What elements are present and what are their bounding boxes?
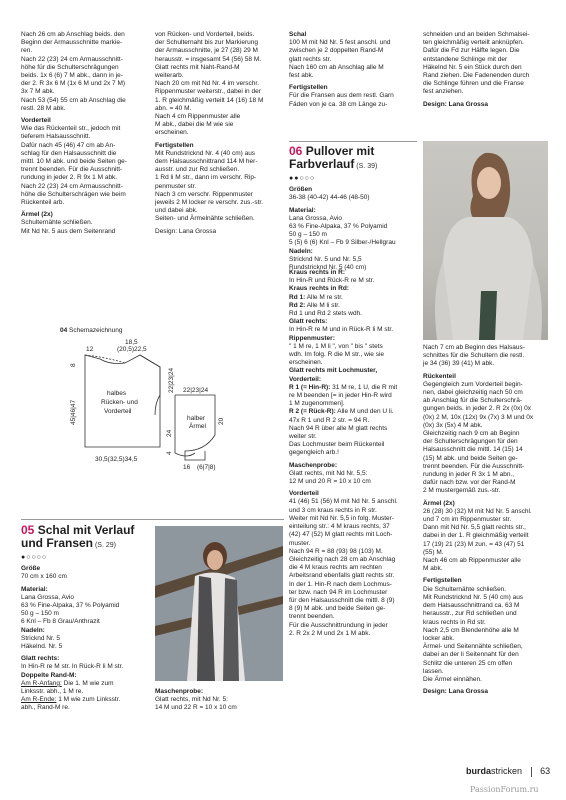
text-line: R 2 (= Rück-R): Alle M und den U li.	[289, 408, 394, 416]
text-line: ter bzw. nach 94 R im Lochmuster	[289, 588, 388, 596]
groessen-heading: Größen	[289, 186, 313, 194]
glatt-text: In Hin-R re M str. In Rück-R li M str.	[21, 663, 124, 671]
text-line: Nach 46 cm ab Rippenmuster alle	[423, 557, 521, 565]
inline-label: Rd 1:	[289, 293, 306, 301]
text-line: Rd 1: Alle M re str.	[289, 293, 343, 301]
text-line: dem Halsausschnittrand ca. 63 M	[423, 602, 520, 610]
text-line: trennt beenden. Für die Ausschnitt-	[21, 166, 123, 174]
text-line: dafür nach bzw. vor der Rand-M	[423, 479, 516, 487]
text-line: In Hin-R und Rück-R re M str.	[289, 277, 375, 285]
text-line: muster.	[289, 539, 311, 547]
text-line: Lana Grossa, Avio	[21, 593, 74, 601]
end-line-2: abh., Rand-M re.	[21, 704, 70, 712]
maschenprobe-line-1: Glatt rechts, mit Nd Nr. 5:	[155, 696, 228, 704]
text-line: re M beenden [= in jeder Hin-R wird	[289, 392, 392, 400]
text-line: Nach 26 cm ab Anschlag beids. den	[21, 31, 125, 38]
dim-bottom-305: 30,5(32,5)34,5	[95, 456, 138, 463]
subheading: Vorderteil	[289, 490, 319, 498]
column-2	[155, 31, 283, 236]
dim-right-222324: 22|23|24	[168, 367, 175, 393]
divider	[289, 141, 417, 142]
text-line: 100 M mit Nd Nr. 5 fest anschl. und	[289, 39, 391, 47]
text-line: beids. 1x 6 (6) 7 M abk., dann in je-	[21, 72, 123, 80]
text-line: nen, dabei gleichzeitig nach 50 cm	[423, 389, 523, 397]
text-line: dabei an der li Seitennaht für den	[423, 651, 519, 659]
subheading: Rückenteil	[423, 372, 456, 380]
aermel-heading: Ärmel (2x)	[21, 211, 53, 219]
subheading: Glatt rechts mit Lochmuster,	[289, 367, 378, 375]
glatt-heading: Glatt rechts:	[21, 655, 60, 663]
text-line: Schulternähte schließen.	[21, 219, 93, 227]
inline-label: R 1 (= Hin-R):	[289, 383, 331, 391]
text-line: schnittes für die Schultern die restl.	[423, 352, 525, 360]
text-line: 63 % Fine-Alpaka, 37 % Polyamid	[21, 602, 120, 610]
text-line: 1 M zugenommen].	[289, 400, 345, 408]
text-line: Ärmel- und Seitennähte schließen,	[423, 643, 523, 651]
text-line: Für die Fransen aus dem restl. Garn	[289, 92, 394, 100]
text-line: 26 (28) 30 (32) M mit Nd Nr. 5 anschl.	[423, 507, 532, 515]
text-line: (0x) 2 M, 10x (12x) 9x (7x) 3 M und 0x	[423, 413, 534, 421]
maschenprobe-line-2: 14 M und 22 R = 10 x 10 cm	[155, 704, 237, 712]
text-line: 1 Rd li M str., dann im verschr. Rip-	[155, 174, 257, 182]
pullover-illustration	[423, 141, 548, 340]
text-line: Nach 22 (23) 24 cm Armausschnitt-	[21, 55, 123, 63]
schal-illustration	[155, 526, 283, 681]
text-line: Die Schulternähte schließen.	[423, 585, 507, 593]
fertigstellen-text	[155, 150, 283, 224]
section-number: 06	[289, 144, 303, 158]
text-line: Wie das Rückenteil str., jedoch mit	[21, 125, 121, 133]
text-line: 2. R 2x 2 M und 2x 1 M abk.	[289, 629, 371, 637]
subheading: Fertigstellen	[423, 577, 462, 585]
text-line: 8 (9) M abk. und beide Seiten ge-	[289, 605, 386, 613]
text-line: 17 (19) 21 (23) M zun. = 43 (47) 51	[423, 540, 525, 548]
text-line: Nach 4 cm Rippenmuster alle	[155, 113, 241, 121]
text-line: ausstr. und zur Rd schließen.	[155, 166, 240, 174]
rueckenteil-text	[21, 31, 149, 113]
text-line: und 3 cm kraus rechts in R str.	[289, 506, 377, 514]
text-line: die Schlinge führen und die Franse	[423, 80, 524, 88]
vorderteil-heading: Vorderteil	[21, 117, 51, 125]
schema-number: 04	[60, 327, 68, 334]
vorderteil-text	[21, 125, 149, 207]
aermel-continued-text	[155, 31, 283, 138]
anf-text: Die 1. M wie zum	[61, 679, 114, 687]
text-line: 2 M mustergemäß zus.-str.	[423, 487, 501, 495]
maschenprobe-heading: Maschenprobe:	[155, 688, 204, 695]
footer	[466, 766, 550, 777]
text-line: " 1 M re, 1 M li ", von " bis " stets	[289, 342, 383, 350]
text-line: Nach 20 cm mit Nd Nr. 4 im verschr.	[155, 80, 260, 88]
groesse-heading: Größe	[21, 565, 41, 573]
text-line: erscheinen.	[155, 129, 189, 137]
text-line: Glatt rechts mit Naht-Rand-M	[155, 63, 240, 71]
text-line: schlag für den Halsausschnitt die	[21, 149, 117, 157]
text-line: 50 g – 150 m	[21, 610, 59, 618]
inline-label: Rd 2:	[289, 301, 306, 309]
subheading: Ärmel (2x)	[423, 499, 455, 507]
text-line: Schlitz die unteren 25 cm offen	[423, 659, 513, 667]
text-line: höhe die Schulterschrägen wie beim	[21, 190, 126, 198]
text-line: Rippenmuster weiterstr., dabei in der	[155, 88, 261, 96]
text-line: 12 M und 20 R = 10 x 10 cm	[289, 478, 371, 486]
text-line: Mit Rundstricknd Nr. 4 (40 cm) aus	[155, 149, 256, 157]
section-number: 05	[21, 523, 35, 537]
text-line: Rand ziehen. Die Fadenenden durch	[423, 72, 530, 80]
text-line: 63 % Fine-Alpaka, 37 % Polyamid	[289, 223, 388, 231]
text-line: mittl. 10 M abk. und beide Seiten ge-	[21, 158, 127, 166]
brand-a: burda	[466, 766, 492, 776]
text-line: Arbeitsrand ebenfalls glatt rechts str.	[289, 572, 395, 580]
text-line: fest anziehen.	[423, 88, 464, 96]
brand-b: stricken	[491, 766, 523, 776]
text-line: 50 g – 150 m	[289, 231, 327, 239]
material-text	[289, 215, 417, 248]
page-ref: (S. 39)	[354, 163, 378, 170]
title-part: Schal mit Verlauf	[34, 523, 135, 537]
text-line: Dann mit Nd Nr. 5,5 glatt rechts str.,	[423, 524, 526, 532]
sleeve-24: 24	[166, 429, 173, 437]
text-line: die 4 M kraus rechts am rechten	[289, 564, 382, 572]
text-line: Nach 2,5 cm Blendenhöhe alle M	[423, 626, 519, 634]
text-line: Häkelnd Nr. 5 ein Stück durch den	[423, 63, 522, 71]
text-line: trennt beenden. Für die Ausschnitt-	[423, 462, 525, 470]
inline-label: R 2 (= Rück-R):	[289, 408, 336, 416]
text-line: kraus rechts in Rd str.	[423, 618, 486, 626]
text-line: penmuster str.	[155, 182, 197, 190]
page-number: 63	[540, 766, 551, 776]
dim-top-12: 12	[86, 346, 94, 353]
subheading: Vorderteil:	[289, 375, 322, 383]
subheading: Kraus rechts in R:	[289, 269, 345, 276]
text-line: der Armausschnitte, je 27 (28) 29 M	[155, 47, 258, 55]
schal-photo	[155, 526, 283, 681]
dim-left-45: 45|46|47	[70, 399, 77, 425]
text-line: und dabei abk.	[155, 207, 198, 215]
sleeve-bottom-678: (6|7|8)	[197, 464, 216, 471]
text-line: Häkelnd. Nr. 5	[21, 643, 63, 651]
column-3-top	[289, 31, 417, 109]
text-line: Nach 22 (23) 24 cm Armausschnitt-	[21, 182, 123, 190]
title-part: Pullover mit	[302, 144, 375, 158]
text-line: Für die Ausschnittrundung in jeder	[289, 621, 388, 629]
material-text	[21, 594, 149, 627]
text-line: (0x) 3x (5x) 4 M abk.	[423, 421, 483, 429]
text-line: Seiten- und Ärmelnähte schließen.	[155, 215, 255, 223]
sleeve-label-1: halber	[187, 415, 206, 422]
sleeve-label-2: Ärmel	[189, 423, 206, 430]
text-line: dabei in der 1. R gleichmäßig verteilt	[423, 532, 529, 540]
text-line: gegengleich arb.!	[289, 449, 339, 457]
text-line: locker abk.	[423, 634, 455, 642]
text-line: ren.	[21, 47, 33, 55]
dim-top-205: (20,5)22,5	[117, 346, 147, 353]
schema-label: Schemazeichnung	[67, 327, 123, 334]
text-line: tieferem Halsausschnitt.	[21, 133, 91, 141]
text-line: Halsausschnitt die mittl. 14 (15) 14	[423, 446, 523, 454]
text-line: wdh. Im folg. R die M str., wie sie	[289, 351, 385, 359]
text-line: restl. 28 M abk.	[21, 104, 66, 112]
groesse-value: 70 cm x 160 cm	[21, 573, 67, 581]
text-line: jeweils 2 M locker re verschr. zus.-str.	[155, 199, 263, 207]
text-line: weiterarb.	[155, 72, 184, 80]
text-line: Nach 53 (54) 55 cm ab Anschlag die	[21, 96, 126, 104]
column-4-main	[423, 344, 551, 696]
text-line: zwischen je 2 doppelten Rand-M	[289, 47, 384, 55]
title-part: und Fransen	[21, 536, 94, 550]
text-line: ab Anschlag für die Schulterschrä-	[423, 397, 522, 405]
column-3-main	[289, 269, 419, 638]
aermel-text	[21, 219, 149, 235]
text-line: Nach 7 cm ab Beginn des Halsaus-	[423, 344, 525, 351]
text-line: 41 (46) 51 (56) M mit Nd Nr. 5 anschl.	[289, 498, 398, 506]
text-line: trennt beenden.	[289, 613, 335, 621]
subheading: Rippenmuster:	[289, 334, 335, 342]
text-line: herausstr., zur Rd schließen und	[423, 610, 517, 618]
text-line: (42) 47 (52) M glatt rechts mit Loch-	[289, 531, 393, 539]
text-line: der Schulternaht bis zur Markierung	[155, 39, 258, 47]
subheading: Glatt rechts:	[289, 318, 328, 326]
text-line: entstandene Schlinge mit der	[423, 55, 508, 63]
column-4-top	[423, 31, 551, 109]
text-line: 47x R 1 und R 2 str. = 94 R.	[289, 416, 370, 424]
text-line: In Hin-R re M und in Rück-R li M str.	[289, 326, 394, 334]
anf-line-2: Linksstr. abh., 1 M re.	[21, 688, 84, 696]
text-line: In der 1. Hin-R nach dem Lochmus-	[289, 580, 392, 588]
text-line: Gegengleich zum Vorderteil begin-	[423, 380, 523, 388]
text-line: Rundstricknd Nr. 5 (40 cm)	[289, 264, 367, 272]
text-line: schneiden und an beiden Schmalsei-	[423, 31, 530, 38]
end-text: 1 M wie zum Linksstr.	[56, 696, 121, 704]
text-line: Stricknd Nr. 5	[21, 634, 61, 642]
text-line: glatt rechts str.	[289, 55, 332, 63]
text-line: Nach 160 cm ab Anschlag alle M	[289, 63, 384, 71]
pullover-title	[289, 145, 417, 173]
text-line: 3x 7 M abk.	[21, 88, 55, 96]
schal-maschenprobe	[155, 688, 283, 713]
doppelte-heading: Doppelte Rand-M:	[21, 671, 77, 679]
watermark: PassionForum.ru	[470, 785, 539, 794]
schematic-drawing	[55, 335, 285, 520]
schema-title	[60, 327, 123, 334]
text-line: abn. = 40 M.	[155, 104, 192, 112]
anf-label: Am R-Anfang:	[21, 679, 62, 687]
text-line: rundung in jeder 2. R 9x 1 M abk.	[21, 174, 118, 182]
sleeve-20: 20	[218, 417, 225, 425]
text-line: Gleichzeitig nach 28 cm ab Anschlag	[289, 555, 396, 563]
text-line: Stricknd Nr. 5 und Nr. 5,5	[289, 255, 362, 263]
design-credit-2: Design: Lana Grossa	[423, 100, 489, 108]
end-line-1	[21, 696, 149, 704]
text-line: der 2. R 3x 6 M (1x 6 M und 2x 7 M)	[21, 80, 126, 88]
nadeln-heading: Nadeln:	[21, 626, 45, 634]
schal-fertigstellen-text	[289, 92, 417, 108]
column-1	[21, 31, 149, 236]
subheading: Design: Lana Grossa	[423, 688, 489, 696]
dim-top-185: 18,5	[125, 339, 138, 346]
text-line: Weiter mit Nd Nr. 5,5 in folg. Muster-	[289, 514, 394, 522]
text-line: Dafür nach 45 (46) 47 cm ab An-	[21, 141, 116, 149]
text-line: M abk., dabei die M wie sie	[155, 121, 234, 129]
sleeve-top: 22|23|24	[183, 387, 209, 394]
sleeve-bottom-16: 16	[183, 464, 191, 471]
anf-line-1	[21, 680, 149, 688]
material-heading: Material:	[289, 206, 316, 214]
schal-text	[289, 39, 417, 80]
text-line: (55) M.	[423, 548, 444, 556]
text-line: herausstr. = insgesamt 54 (56) 58 M.	[155, 55, 262, 63]
text-line: weiter str.	[289, 433, 317, 441]
text-line: 6 Knl – Fb 8 Grau/Anthrazit	[21, 618, 100, 626]
text-line: M abk.	[423, 565, 443, 573]
groessen-value: 36-38 (40-42) 44-46 (48-50)	[289, 194, 370, 202]
body-label-1: halbes	[107, 390, 127, 397]
schal-title	[21, 524, 149, 552]
text-line: Mit Rundstricknd Nr. 5 (40 cm) aus	[423, 593, 524, 601]
material-heading: Material:	[21, 585, 48, 593]
schal-section	[21, 524, 149, 713]
sleeve-4: 4	[166, 451, 173, 455]
text-line: Rd 1 und Rd 2 stets wdh.	[289, 310, 362, 318]
text-line: Nach 94 R über alle M glatt rechts	[289, 424, 388, 432]
nadeln-heading: Nadeln:	[289, 247, 313, 255]
text-line: (15) M abk. und beide Seiten ge-	[423, 454, 518, 462]
text-line: rundung in jeder R 3x 1 M abn.,	[423, 471, 515, 479]
schal-heading: Schal	[289, 31, 307, 38]
page-ref: (S. 29)	[93, 542, 116, 549]
text-line: Nach 94 R = 88 (93) 98 (103) M.	[289, 547, 383, 555]
pullover-photo	[423, 141, 548, 340]
design-credit: Design: Lana Grossa	[155, 227, 217, 235]
text-line: Mit Nd Nr. 5 aus dem Seitenrand	[21, 227, 116, 235]
text-line: ten gleichmäßig verteilt anknüpfen.	[423, 39, 524, 47]
text-line: 5 (5) 6 (6) Knl – Fb 9 Silber-/Hellgrau	[289, 239, 396, 247]
schal-fertigstellen-heading: Fertigstellen	[289, 84, 328, 92]
body-label-2: Rücken- und	[101, 399, 138, 406]
text-line: lassen.	[423, 667, 444, 675]
text-line: Rd 2: Alle M li str.	[289, 301, 340, 309]
text-line: und 7 cm im Rippenmuster str.	[423, 516, 512, 524]
divider	[21, 519, 284, 520]
text-line: fest abk.	[289, 72, 314, 80]
nadeln-text	[21, 635, 149, 651]
text-line: für den Halsausschnitt die mittl. 8 (9)	[289, 596, 395, 604]
text-line: der Schulterschrägungen für den	[423, 438, 518, 446]
fertigstellen-heading: Fertigstellen	[155, 141, 194, 149]
text-line: Dafür die Fd zur Hälfte legen. Die	[423, 47, 520, 55]
text-line: Die Ärmel einnähen.	[423, 675, 482, 683]
difficulty-rating: ●○○○○	[21, 554, 48, 561]
text-line: gungen beids. in jeder 2. R 2x (0x) 0x	[423, 405, 532, 413]
text-line: Das Lochmuster beim Rückenteil	[289, 441, 385, 449]
subheading: Maschenprobe:	[289, 461, 338, 469]
text-line: Gleichzeitig nach 9 cm ab Beginn	[423, 430, 520, 438]
text-line: Lana Grossa, Avio	[289, 214, 342, 222]
text-line: erscheinen.	[289, 359, 323, 367]
fransen-text	[423, 31, 551, 97]
text-line: von Rücken- und Vorderteil, beids.	[155, 31, 255, 38]
text-line: Glatt rechts, mit Nd Nr. 5,5:	[289, 469, 368, 477]
text-line: Beginn der Armausschnitte markie-	[21, 39, 123, 47]
text-line: Nach 3 cm verschr. Rippenmuster	[155, 190, 253, 198]
text-line: R 1 (= Hin-R): 31 M re, 1 U, die R mit	[289, 383, 398, 391]
title-part: Farbverlauf	[289, 157, 355, 171]
difficulty-rating: ●●○○○	[289, 175, 316, 182]
pullover-section	[289, 145, 417, 272]
dim-left-8: 8	[70, 363, 77, 367]
text-line: einteilung str.: 4 M kraus rechts, 37	[289, 523, 390, 531]
text-line: höhe für die Schulterschrägungen	[21, 63, 119, 71]
body-label-3: Vorderteil	[104, 408, 132, 415]
text-line: Fäden von je ca. 38 cm Länge zu-	[289, 100, 388, 108]
subheading: Kraus rechts in Rd:	[289, 285, 349, 293]
text-line: je 34 (36) 39 (41) M abk.	[423, 360, 495, 368]
text-line: dem Halsausschnittrand 114 M her-	[155, 158, 258, 166]
text-line: 1. R gleichmäßig verteilt 14 (16) 18 M	[155, 96, 264, 104]
text-line: Rückenteil arb.	[21, 199, 65, 207]
end-label: Am R-Ende:	[21, 696, 57, 704]
